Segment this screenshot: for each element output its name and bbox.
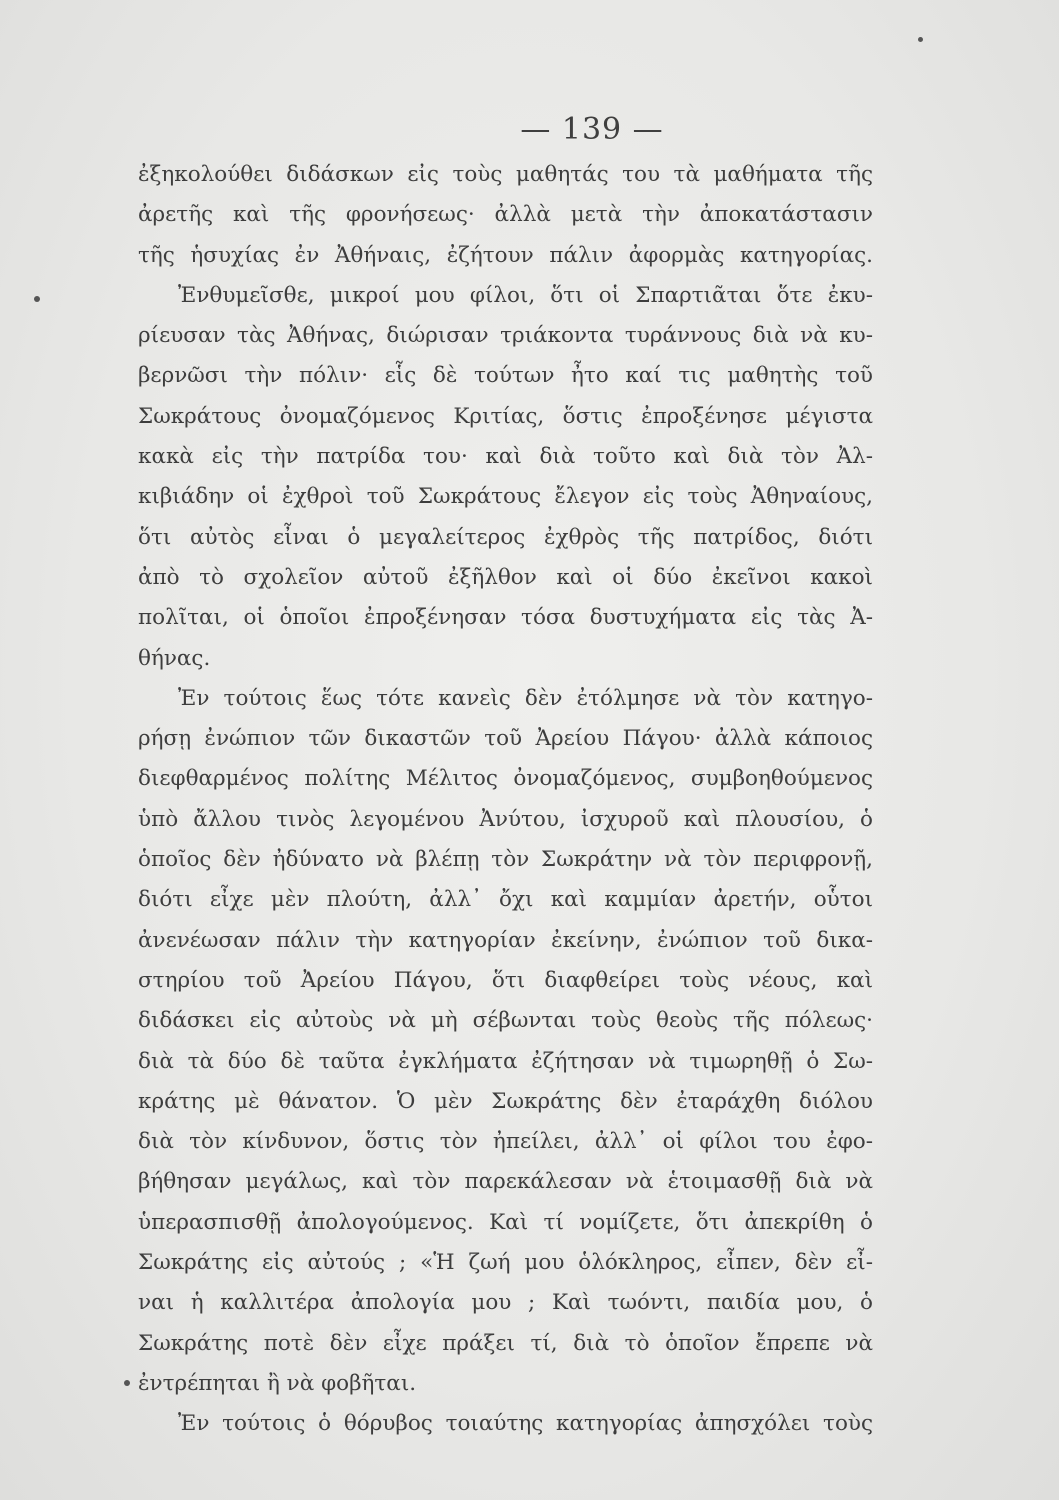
text-line: τῆς ἡσυχίας ἐν Ἀθήναις, ἐζήτουν πάλιν ἀφορμὰς κατηγορίας.: [138, 242, 873, 268]
text-line: Ἐν τούτοις ὁ θόρυβος τοιαύτης κατηγορίας ἀπησχόλει τοὺς: [178, 1411, 873, 1437]
text-line: Ἐνθυμεῖσθε, μικροί μου φίλοι, ὅτι οἱ Σπαρτιᾶται ὅτε ἐκυ-: [178, 282, 873, 308]
text-line: ρήσῃ ἐνώπιον τῶν δικαστῶν τοῦ Ἀρείου Πάγου· ἀλλὰ κάποιος: [138, 726, 873, 752]
text-line: θήνας.: [138, 645, 211, 671]
text-line: Σωκράτης ποτὲ δὲν εἶχε πράξει τί, διὰ τὸ ὁποῖον ἔπρεπε νὰ: [138, 1330, 873, 1356]
text-line: Σωκράτης εἰς αὐτούς ; «Ἡ ζωή μου ὁλόκληρος, εἶπεν, δὲν εἶ-: [138, 1250, 873, 1276]
text-line: ἀνενέωσαν πάλιν τὴν κατηγορίαν ἐκείνην, ἐνώπιον τοῦ δικα-: [138, 927, 873, 953]
text-line: ὑπερασπισθῇ ἀπολογούμενος. Καὶ τί νομίζετε, ὅτι ἀπεκρίθη ὁ: [138, 1209, 873, 1235]
text-line: ὅτι αὐτὸς εἶναι ὁ μεγαλείτερος ἐχθρὸς τῆς πατρίδος, διότι: [138, 524, 873, 550]
text-line: διότι εἶχε μὲν πλούτη, ἀλλ᾽ ὄχι καὶ καμμίαν ἀρετήν, οὗτοι: [138, 887, 873, 913]
text-line: ναι ἡ καλλιτέρα ἀπολογία μου ; Καὶ τωόντι, παιδία μου, ὁ: [138, 1290, 873, 1316]
text-line: κιβιάδην οἱ ἐχθροὶ τοῦ Σωκράτους ἔλεγον εἰς τοὺς Ἀθηναίους,: [138, 484, 873, 510]
text-line: ἐξηκολούθει διδάσκων εἰς τοὺς μαθητάς του τὰ μαθήματα τῆς: [138, 162, 873, 187]
text-line: κακὰ εἰς τὴν πατρίδα του· καὶ διὰ τοῦτο καὶ διὰ τὸν Ἀλ-: [138, 444, 873, 470]
text-line: διδάσκει εἰς αὐτοὺς νὰ μὴ σέβωνται τοὺς θεοὺς τῆς πόλεως·: [138, 1008, 873, 1034]
text-line: ὁποῖος δὲν ἠδύνατο νὰ βλέπῃ τὸν Σωκράτην νὰ τὸν περιφρονῇ,: [138, 847, 873, 873]
text-line: ἀρετῆς καὶ τῆς φρονήσεως· ἀλλὰ μετὰ τὴν ἀποκατάστασιν: [138, 202, 873, 228]
text-line: ὑπὸ ἄλλου τινὸς λεγομένου Ἀνύτου, ἰσχυροῦ καὶ πλουσίου, ὁ: [138, 806, 873, 832]
page-number: — 139 —: [520, 112, 664, 147]
text-line: στηρίου τοῦ Ἀρείου Πάγου, ὅτι διαφθείρει τοὺς νέους, καὶ: [138, 967, 873, 993]
text-line: Ἐν τούτοις ἕως τότε κανεὶς δὲν ἐτόλμησε νὰ τὸν κατηγο-: [178, 685, 873, 711]
text-line: ρίευσαν τὰς Ἀθήνας, διώρισαν τριάκοντα τυράννους διὰ νὰ κυ-: [138, 323, 873, 349]
ink-speck: [124, 1380, 130, 1386]
text-line: διὰ τὰ δύο δὲ ταῦτα ἐγκλήματα ἐζήτησαν νὰ τιμωρηθῇ ὁ Σω-: [138, 1048, 873, 1074]
text-line: πολῖται, οἱ ὁποῖοι ἐπροξένησαν τόσα δυστυχήματα εἰς τὰς Ἀ-: [138, 605, 873, 631]
ink-speck: [34, 296, 40, 302]
text-line: βήθησαν μεγάλως, καὶ τὸν παρεκάλεσαν νὰ ἑτοιμασθῇ διὰ νὰ: [138, 1169, 873, 1195]
text-line: ἐντρέπηται ἢ νὰ φοβῆται.: [138, 1370, 417, 1396]
text-line: βερνῶσι τὴν πόλιν· εἷς δὲ τούτων ἦτο καί τις μαθητὴς τοῦ: [138, 363, 873, 389]
text-line: διὰ τὸν κίνδυνον, ὅστις τὸν ἠπείλει, ἀλλ᾽ οἱ φίλοι του ἐφο-: [138, 1129, 873, 1155]
text-line: ἀπὸ τὸ σχολεῖον αὐτοῦ ἐξῆλθον καὶ οἱ δύο ἐκεῖνοι κακοὶ: [138, 564, 873, 590]
text-line: Σωκράτους ὀνομαζόμενος Κριτίας, ὅστις ἐπροξένησε μέγιστα: [138, 403, 873, 429]
text-line: διεφθαρμένος πολίτης Μέλιτος ὀνομαζόμενος, συμβοηθούμενος: [138, 766, 873, 792]
body-text: [138, 155, 873, 1445]
ink-speck: [918, 37, 923, 42]
text-line: κράτης μὲ θάνατον. Ὁ μὲν Σωκράτης δὲν ἐταράχθη διόλου: [138, 1088, 873, 1114]
